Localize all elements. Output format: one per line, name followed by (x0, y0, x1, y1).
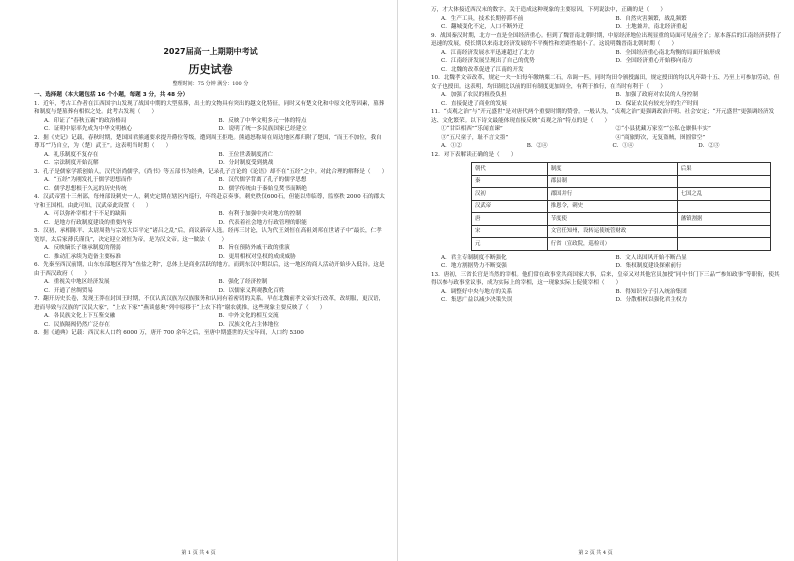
table-cell: 宋 (472, 225, 548, 238)
question-10 (431, 74, 784, 108)
page-footer: 第 2 页 共 4 页 (578, 549, 613, 556)
option-d: D．全国经济重心开始移向南方 (615, 58, 693, 64)
question-stem: 4．汉武帝置十三州部，每州部设刺史一人，刺史定期在辖区内巡行，年终赴京奏事。刺史秩仅600石，但能以卑临尊，监察秩 2000 石的郡太守和王国相。由此可知，汉武帝此设置（ ） (34, 194, 385, 209)
table-cell: 汉初 (472, 188, 548, 201)
exam-page-2 (397, 0, 794, 561)
question-stem: 1．近年，考古工作者在江西国宇山发现了战国中期的大型墓葬，出土的文物具有突出的越文化特征，同时又有楚文化和中原文化等因素，墓葬和制度与楚墓葬有相似之处。此考古发现（ ） (34, 100, 385, 115)
question-7 (34, 295, 387, 329)
table-header-row (472, 163, 771, 176)
option-a: A．君主专制制度不断强化 (441, 254, 507, 261)
table-cell: 唐 (472, 213, 548, 226)
option-b: B．全国经济重心南北均衡的局面开始形成 (615, 49, 721, 56)
option-d: D．汉族文化占主体地位 (218, 321, 279, 328)
option-a: A．可以弥补宰相才干不足的缺陷 (44, 211, 127, 217)
option-c-extra: C．北魏的改革促进了江南的开发 (441, 66, 524, 73)
option-b: B．加强了政府对农民的人身控制 (615, 92, 698, 98)
dynasty-table (471, 162, 771, 251)
option-a: A．①② (441, 143, 462, 149)
question-stem: 5．汉初，承相陈平、太尉周勃与宗室大臣平定“诸吕之乱”后，商议新帝人选。经再三讨论，认为代王刘恒在高祖刘邦在世诸子中“最长，仁孝宽厚，太后家薄氏谨良”，决定迎立刘恒为帝，是为汉文帝。这一做法（ ） (34, 228, 382, 243)
option-d: D．集权制度建设探索前行 (615, 263, 682, 269)
option-c: C．是地方行政制度建设的重要内容 (44, 219, 133, 226)
option-a: A．印证了“春秋五霸”的政治格局 (44, 117, 127, 124)
option-a: A．江南经济发展水平迅速超过了北方 (441, 49, 535, 56)
option-b: B．强化了经济控制 (218, 279, 268, 285)
question-stem: 3．孔子是儒家学派创始人，汉代崇尚儒学，《尚书》等五部书为经典，记录孔子言论的《论语》却不在“五经”之中。对此合理的解释是（ ） (34, 168, 388, 175)
table-cell: 郡县制 (547, 175, 677, 188)
table-row (472, 225, 771, 238)
option-b: B．旨在预防外戚干政的重演 (218, 245, 290, 251)
option-d: D．②③ (698, 143, 720, 149)
table-cell: 文官任知州，设转运使统管财政 (547, 225, 677, 238)
option-c: C．证明中原率先成为中华文明核心 (44, 126, 133, 132)
option-b: B．反映了中华文明多元一体的特点 (218, 117, 307, 124)
option-c: C．儒学思想根于久远的历史传统 (44, 185, 127, 192)
option-a: A．重视关中地区经济发展 (44, 279, 110, 285)
table-cell: 汉武帝 (472, 200, 548, 213)
question-stem: 12．对下表解读正确的是（ ） (431, 151, 517, 158)
question-stem: 2．据《史记》记载，春秋时期，楚国国君熊通要求提升爵位等级，遭到周王拒绝。熊通怒称周在周边地区都归附了楚国，“而王不加位，我自尊耳”“乃自立，为（楚）武王”。这表明当时期（ ） (34, 134, 382, 149)
option-d: D．以儒家义利观教化百姓 (218, 287, 285, 294)
header-cell: 制度 (547, 163, 677, 176)
statement-4: ④“商旅野次，无复盗贼，囹圄常空” (615, 134, 706, 141)
section-heading: 一、选择题（本大题包括 16 个小题，每题 3 分，共 48 分） (34, 92, 189, 98)
option-c: C．翻城变化不定，人口不断外迁 (441, 24, 524, 30)
exam-meta: 整理时间：75 分钟 满分：100 分 (172, 81, 249, 87)
option-a: A．各民族文化上下互鉴交融 (44, 313, 116, 319)
table-row (472, 188, 771, 201)
question-12 (431, 151, 784, 271)
option-b: B．王位世袭制度消亡 (218, 151, 273, 158)
statement-2: ②“小县犹藏万家室”“公私仓廪俱丰实” (615, 126, 711, 132)
table-row (472, 213, 771, 226)
question-6 (34, 261, 387, 295)
exam-title: 2027届高一上期期中考试 (163, 47, 258, 56)
option-a: A．反映嫡长子继承制度的削弱 (44, 245, 121, 251)
table-cell (677, 200, 770, 213)
header-cell: 朝代 (472, 163, 548, 176)
question-stem: 10．北魏孝文帝改革，规定一夫一妇每年缴纳粟二石，帛调一匹，同时均田令颁授露田，规定授田的均以凡年龄十五、乃至上可参加劳动，但女子也授田。这表明，均田制比以前的旧有制度更加周全，有利于推行，在当时有利于（ ） (431, 75, 780, 90)
option-c: C．直接促进了商业的发展 (441, 100, 507, 107)
question-4 (34, 193, 387, 227)
question-stem: 7．翻开历史长卷，发现王莽在封国王时期，不仅认真汉族为汉族服务和认同有着密切的关系。早在北魏前孝文帝实行改革，改胡服，更汉语，进而导致与汉族的“汉民大家”，“上农下家”“燕谈慈奥”列中原移于“上农下将”谢农就推，这些现象主要反映了（ ） (34, 296, 385, 311)
question-13 (431, 271, 784, 305)
option-d: D．更用相权对皇权的成成威胁 (218, 253, 296, 260)
table-cell: 节度使 (547, 213, 677, 226)
option-c: C．①④ (612, 143, 634, 149)
option-d: D．土地兼并，南北经济重起 (615, 24, 688, 30)
table-cell: 七国之乱 (677, 188, 770, 201)
table-cell: 藩镇割据 (677, 213, 770, 226)
option-c: C．开通了丝绸贸易 (44, 287, 94, 294)
table-cell (677, 175, 770, 188)
question-stem: 万，才大体接近西汉末的数字。关于造成这种现象的主要原因，下列说法中，正确的是（ ） (431, 7, 666, 13)
table-cell: 秦 (472, 175, 548, 188)
question-stem: 9．战国秦汉时期，北方一直是全国经济重心。但到了魏晋南北朝时期，中原经济地位出现显重的局面可见前全了；原本落后的江南经济获得了迅速的发展，使长期以来南北经济发展的不平衡性和差距性缩小了。这说明魏晋南北朝时期（ ） (431, 32, 782, 47)
question-1 (34, 100, 387, 134)
statement-1: ①“甘臣相西”“乐闻直谏” (441, 126, 503, 132)
table-cell: 推恩令，刺史 (547, 200, 677, 213)
exam-subject: 历史试卷 (188, 63, 233, 76)
question-stem: 6．先秦至西汉前期，山东东部地区得为“鱼盐之利”，总体上是商业活跃的地方。而到东汉中期以后，这一地区的商人活动开始步入低谷。这是由于西汉政府（ ） (34, 262, 385, 277)
question-stem: 13．唐初，三省长官是当然的宰相。他们常在政事堂共商国家大事，后来，皇帝又对其他官员加授“同中书门下三品”“参知政事”等职衔，使其得以参与政事堂议事，成为实际上的宰相，这一现象实际上促使宰相（ ） (431, 271, 780, 286)
question-3 (34, 168, 387, 194)
option-d: D．分封制度受到挑战 (218, 160, 274, 166)
question-stem: 11．“贞观之治”与“开元盛世”是对唐代两个重要时期的赞誉。一般认为，“贞观之治”更强调政治开明、社会安定；“开元盛世”更强调经济发达、文化繁荣。以下诗文最能体现直接反映“贞观之治”特点的是（ ） (431, 109, 775, 124)
option-b: B．②④ (526, 143, 548, 149)
page-footer: 第 1 页 共 4 页 (181, 549, 216, 556)
option-b: B．得知识分子引入统治集团 (615, 288, 687, 295)
table-row (472, 200, 771, 213)
question-9 (431, 32, 784, 75)
question-5 (34, 227, 387, 261)
option-d: D．保证农民有较充分的生产时间 (615, 100, 699, 107)
statement-3: ③“五尺童子，耻不言文墨” (441, 134, 509, 141)
option-c: C．宗法制度开始瓦解 (44, 160, 99, 166)
option-a: A．加强了农民的租役负担 (441, 92, 507, 98)
table-cell (677, 238, 770, 251)
option-c: C．民族隔阂仍然广泛存在 (44, 321, 110, 328)
question-8-continued (431, 6, 784, 32)
table-cell: 行省（宣政院，巡检司） (547, 238, 677, 251)
table-cell: 郡国并行 (547, 188, 677, 201)
table-row (472, 238, 771, 251)
table-cell (677, 225, 770, 238)
question-2 (34, 134, 387, 168)
option-b: B．汉代儒学背离了孔子的儒学思想 (218, 177, 307, 183)
table-cell: 元 (472, 238, 548, 251)
question-8 (34, 329, 387, 338)
option-b: B．中外文化的相互交流 (218, 313, 279, 319)
option-a: A．调整好中央与地方的关系 (441, 288, 513, 295)
option-d: D．儒学传统由于秦始皇焚书而断绝 (218, 185, 307, 192)
option-d: D．代表着社会地方行政管理的职能 (218, 219, 307, 226)
option-b: B．自然灾害频繁，战乱频繁 (615, 15, 687, 22)
option-b: B．文人出国风开始不断凸显 (615, 254, 687, 261)
option-c: C．地方割据势力不断变强 (441, 263, 507, 269)
option-d: D．说明了统一多民族国家已经建立 (218, 126, 307, 132)
option-c: C．集思广益以减少决策失误 (441, 297, 513, 303)
option-c: C．江南经济发展呈现出了自己的优势 (441, 58, 535, 64)
header-cell: 后果 (677, 163, 770, 176)
question-11 (431, 108, 784, 151)
option-a: A．“五经”为刚发扎于儒学思想而作 (44, 177, 133, 183)
option-d: D．分散相权以强化君主权力 (615, 297, 688, 303)
question-stem: 8．据《通典》记载：西汉末人口约 6000 万，唐开 700 余年之后，至唐中期盛世的天宝年间，人口约 5300 (34, 330, 304, 336)
option-b: B．有利于加强中央对地方的控制 (218, 211, 301, 217)
option-a: A．礼乐制度不复存在 (44, 151, 99, 158)
option-c: C．推动汇承续为造备主要标准 (44, 253, 121, 260)
option-a: A．生产工具，技术长期停滞不前 (441, 15, 524, 22)
table-row (472, 175, 771, 188)
